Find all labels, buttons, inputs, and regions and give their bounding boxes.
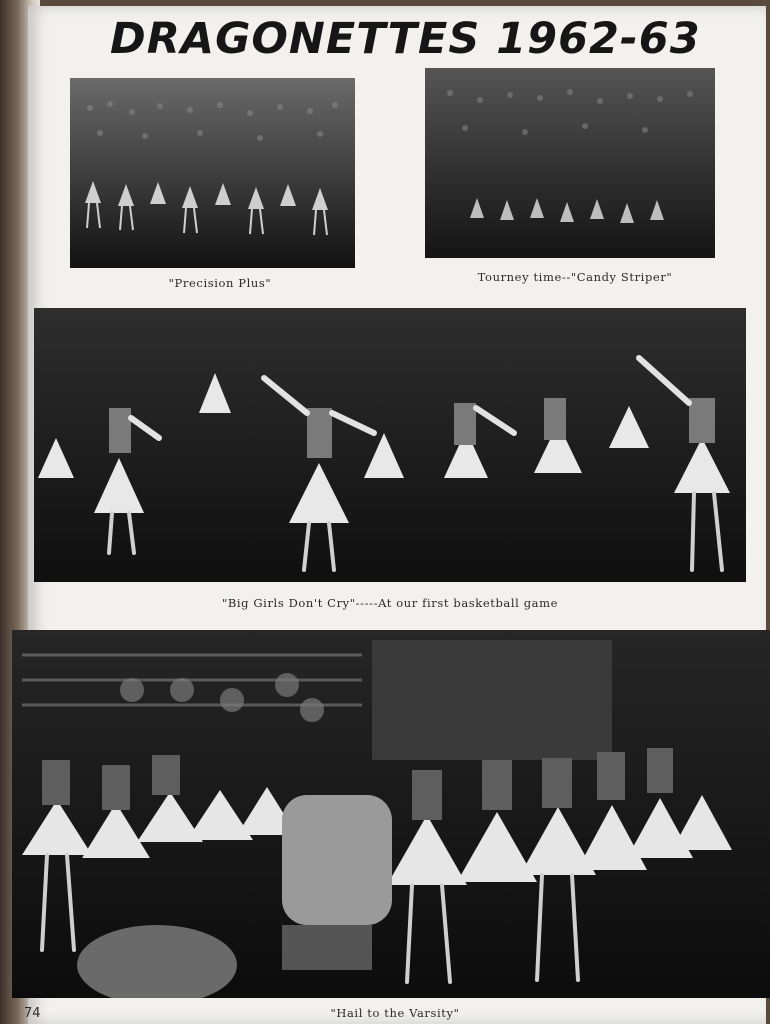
photo-precision-plus [70, 78, 355, 268]
photo-hail-to-the-varsity [12, 630, 770, 998]
photo-caption: Tourney time--"Candy Striper" [477, 270, 673, 284]
page-title: DRAGONETTES 1962-63 [110, 14, 701, 64]
photo-big-girls-dont-cry [34, 308, 746, 582]
photo-candy-striper [425, 68, 715, 258]
photo-caption: "Hail to the Varsity" [330, 1006, 460, 1020]
photo-caption: "Big Girls Don't Cry"-----At our first basketball game [221, 596, 559, 610]
page-number: 74 [24, 1006, 41, 1021]
photo-caption: "Precision Plus" [168, 276, 272, 290]
